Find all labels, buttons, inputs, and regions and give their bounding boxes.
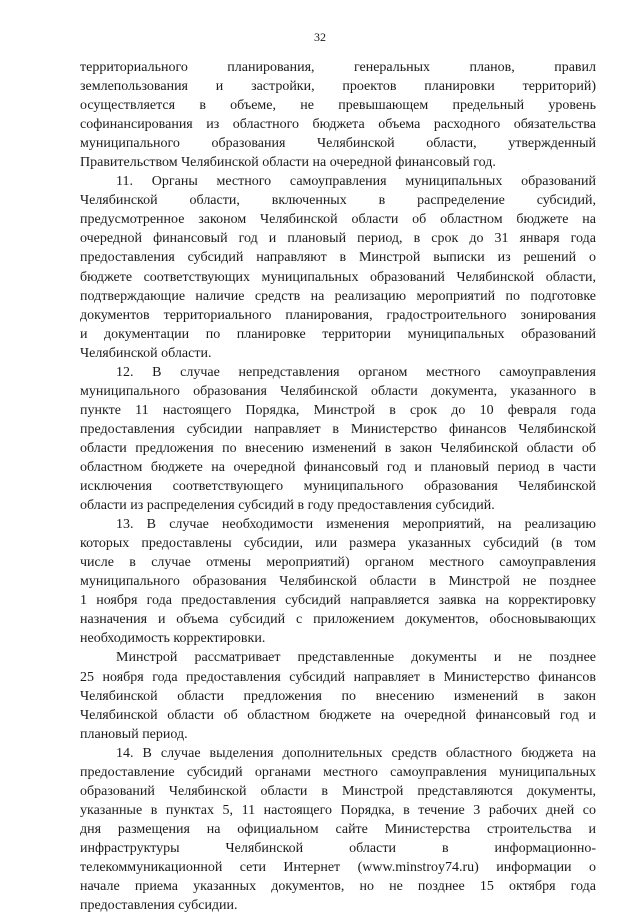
- text-line: числе в случае отмены мероприятий) органом местного самоуправления: [80, 555, 596, 571]
- text-line: территориального планирования, генеральных планов, правил: [80, 60, 596, 75]
- text-line: 12. В случае непредставления органом местного самоуправления: [116, 364, 596, 380]
- paragraph: [80, 744, 596, 915]
- text-line: Челябинской области, включенных в распределение субсидий,: [80, 193, 596, 209]
- text-line: назначения и объема субсидий с приложением документов, обосновывающих: [80, 612, 596, 628]
- text-line: которых предоставлены субсидии, или размера указанных субсидий (в том: [80, 536, 596, 552]
- text-line: подтверждающие наличие средств на реализацию мероприятий по подготовке: [80, 288, 596, 304]
- text-line: 14. В случае выделения дополнительных средств областного бюджета на: [116, 745, 596, 761]
- text-line: софинансирования из областного бюджета объема расходного обязательства: [80, 117, 596, 133]
- text-line: необходимость корректировки.: [80, 631, 266, 647]
- text-line: дня размещения на официальном сайте Министерства строительства и: [80, 821, 596, 837]
- text-line: исключения соответствующего муниципального образования Челябинской: [80, 479, 596, 495]
- text-line: и документации по планировке территории муниципальных образований: [80, 326, 596, 342]
- text-line: области из распределения субсидий в году предоставления субсидий.: [80, 498, 495, 514]
- text-line: муниципального образования Челябинской области, утвержденный: [80, 136, 596, 152]
- text-line: плановый период.: [80, 726, 188, 742]
- text-line: документов территориального планирования, градостроительного зонирования: [80, 307, 596, 323]
- text-line: осуществляется в объеме, не превышающем предельный уровень: [80, 98, 596, 114]
- text-line: 25 ноября года предоставления субсидий направляет в Министерство финансов: [80, 669, 596, 685]
- text-line: пункте 11 настоящего Порядка, Минстрой в срок до 10 февраля года: [80, 402, 596, 418]
- text-line: образований Челябинской области в Минстрой представляются документы,: [80, 783, 596, 799]
- text-line: бюджете соответствующих муниципальных образований Челябинской области,: [80, 269, 596, 285]
- text-line: областном бюджете на очередной финансовый год и плановый период в части: [80, 459, 596, 475]
- text-line: предоставления субсидии направляет в Министерство финансов Челябинской: [80, 421, 596, 437]
- text-line: предоставление субсидий органами местного самоуправления муниципальных: [80, 764, 596, 780]
- text-line: указанные в пунктах 5, 11 настоящего Порядка, в течение 3 рабочих дней со: [80, 802, 596, 818]
- text-line: очередной финансовый год и плановый период, в срок до 31 января года: [80, 231, 596, 247]
- text-line: Минстрой рассматривает представленные документы и не позднее: [116, 650, 596, 666]
- paragraph: [80, 58, 596, 172]
- text-line: землепользования и застройки, проектов планировки территорий): [80, 79, 596, 95]
- text-line: телекоммуникационной сети Интернет (www.minstroy74.ru) информации о: [80, 859, 596, 875]
- paragraph: [80, 648, 596, 743]
- paragraph: [80, 172, 596, 362]
- text-line: Челябинской области.: [80, 345, 212, 361]
- text-line: области предложения по внесению изменений в закон Челябинской области об: [80, 440, 596, 456]
- page-number: 32: [314, 30, 326, 44]
- text-line: 11. Органы местного самоуправления муниципальных образований: [116, 174, 596, 190]
- text-line: инфраструктуры Челябинской области в информационно-: [80, 840, 596, 856]
- text-line: Челябинской области об областном бюджете на очередной финансовый год и: [80, 707, 596, 723]
- text-line: 1 ноября года предоставления субсидий направляется заявка на корректировку: [80, 593, 596, 609]
- text-line: предоставления субсидии.: [80, 898, 238, 914]
- document-body: [80, 58, 596, 915]
- text-line: 13. В случае необходимости изменения мероприятий, на реализацию: [116, 517, 596, 533]
- text-line: Челябинской области предложения по внесению изменений в закон: [80, 688, 596, 704]
- text-line: муниципального образования Челябинской области документа, указанного в: [80, 383, 596, 399]
- text-line: предусмотренное законом Челябинской области об областном бюджете на: [80, 212, 596, 228]
- text-line: предоставления субсидий направляют в Минстрой выписки из решений о: [80, 250, 596, 266]
- paragraph: [80, 363, 596, 515]
- text-line: Правительством Челябинской области на очередной финансовый год.: [80, 155, 496, 171]
- text-line: муниципального образования Челябинской области в Минстрой не позднее: [80, 574, 596, 590]
- paragraph: [80, 515, 596, 648]
- text-line: начале приема указанных документов, но не позднее 15 октября года: [80, 879, 596, 895]
